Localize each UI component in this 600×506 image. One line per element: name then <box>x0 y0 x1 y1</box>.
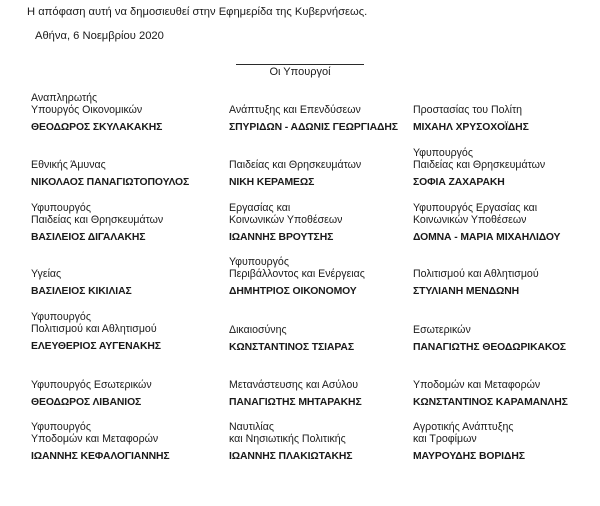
minister-role-line: Υπουργός Οικονομικών <box>31 104 143 116</box>
minister-name: ΣΠΥΡΙΔΩΝ - ΑΔΩΝΙΣ ΓΕΩΡΓΙΑΔΗΣ <box>229 122 398 133</box>
place-and-date: Αθήνα, 6 Νοεμβρίου 2020 <box>35 30 164 42</box>
minister-name: ΒΑΣΙΛΕΙΟΣ ΔΙΓΑΛΑΚΗΣ <box>31 232 146 243</box>
minister-role-line: Υφυπουργός <box>31 421 91 433</box>
minister-name: ΙΩΑΝΝΗΣ ΠΛΑΚΙΩΤΑΚΗΣ <box>229 451 353 462</box>
minister-role-line: Υφυπουργός Εσωτερικών <box>31 379 152 391</box>
signature-block <box>31 268 211 298</box>
minister-role-line: Κοινωνικών Υποθέσεων <box>229 214 343 226</box>
minister-role-line: Εργασίας και <box>229 202 291 214</box>
minister-name: ΕΛΕΥΘΕΡΙΟΣ ΑΥΓΕΝΑΚΗΣ <box>31 341 161 352</box>
signature-block <box>31 159 211 189</box>
minister-role-line: Περιβάλλοντος και Ενέργειας <box>229 268 365 280</box>
signature-block <box>31 92 211 134</box>
signature-block <box>229 104 409 134</box>
minister-role-line: Προστασίας του Πολίτη <box>413 104 523 116</box>
minister-name: ΣΟΦΙΑ ΖΑΧΑΡΑΚΗ <box>413 177 505 188</box>
minister-role-line: Ναυτιλίας <box>229 421 274 433</box>
signature-block <box>413 379 593 409</box>
minister-role-line: Υποδομών και Μεταφορών <box>31 433 159 445</box>
minister-role-line: και Τροφίμων <box>413 433 477 445</box>
minister-role-line: Πολιτισμού και Αθλητισμού <box>413 268 539 280</box>
minister-role-line: Εθνικής Άμυνας <box>31 159 106 171</box>
minister-name: ΙΩΑΝΝΗΣ ΒΡΟΥΤΣΗΣ <box>229 232 334 243</box>
signature-block <box>413 421 593 463</box>
minister-name: ΔΟΜΝΑ - ΜΑΡΙΑ ΜΙΧΑΗΛΙΔΟΥ <box>413 232 561 243</box>
minister-role-line: Υποδομών και Μεταφορών <box>413 379 541 391</box>
signature-block <box>31 202 211 244</box>
signature-block <box>229 159 409 189</box>
minister-name: ΠΑΝΑΓΙΩΤΗΣ ΜΗΤΑΡΑΚΗΣ <box>229 397 362 408</box>
minister-role-line: Υφυπουργός <box>413 147 473 159</box>
minister-name: ΘΕΟΔΩΡΟΣ ΛΙΒΑΝΙΟΣ <box>31 397 142 408</box>
minister-role-line: Παιδείας και Θρησκευμάτων <box>31 214 164 226</box>
minister-name: ΒΑΣΙΛΕΙΟΣ ΚΙΚΙΛΙΑΣ <box>31 286 132 297</box>
signature-block <box>229 379 409 409</box>
minister-role-line: Υφυπουργός <box>31 202 91 214</box>
signature-block <box>229 324 409 354</box>
decision-publication-text: Η απόφαση αυτή να δημοσιευθεί στην Εφημερίδα της Κυβερνήσεως. <box>27 6 368 18</box>
minister-role-line: Υφυπουργός <box>229 256 289 268</box>
minister-name: ΣΤΥΛΙΑΝΗ ΜΕΝΔΩΝΗ <box>413 286 520 297</box>
signature-block <box>413 324 593 354</box>
minister-name: ΝΙΚΟΛΑΟΣ ΠΑΝΑΓΙΩΤΟΠΟΥΛΟΣ <box>31 177 190 188</box>
signature-block <box>229 421 409 463</box>
minister-name: ΝΙΚΗ ΚΕΡΑΜΕΩΣ <box>229 177 315 188</box>
signature-block <box>413 104 593 134</box>
minister-role-line: Παιδείας και Θρησκευμάτων <box>413 159 546 171</box>
signature-block <box>31 421 211 463</box>
minister-role-line: Εσωτερικών <box>413 324 471 336</box>
minister-role-line: Πολιτισμού και Αθλητισμού <box>31 323 157 335</box>
ministers-heading: Οι Υπουργοί <box>236 64 364 78</box>
minister-role-line: Μετανάστευσης και Ασύλου <box>229 379 359 391</box>
minister-name: ΜΙΧΑΗΛ ΧΡΥΣΟΧΟΪΔΗΣ <box>413 122 529 133</box>
signature-block <box>413 147 593 189</box>
minister-role-line: Αγροτικής Ανάπτυξης <box>413 421 514 433</box>
minister-name: ΜΑΥΡΟΥΔΗΣ ΒΟΡΙΔΗΣ <box>413 451 525 462</box>
minister-name: ΚΩΝΣΤΑΝΤΙΝΟΣ ΚΑΡΑΜΑΝΛΗΣ <box>413 397 568 408</box>
signature-block <box>229 256 409 298</box>
signature-block <box>31 379 211 409</box>
minister-role-line: Υφυπουργός Εργασίας και <box>413 202 538 214</box>
minister-role-line: Αναπληρωτής <box>31 92 98 104</box>
minister-role-line: Παιδείας και Θρησκευμάτων <box>229 159 362 171</box>
minister-name: ΘΕΟΔΩΡΟΣ ΣΚΥΛΑΚΑΚΗΣ <box>31 122 163 133</box>
signature-block <box>413 268 593 298</box>
minister-role-line: Κοινωνικών Υποθέσεων <box>413 214 527 226</box>
minister-role-line: και Νησιωτικής Πολιτικής <box>229 433 346 445</box>
minister-name: ΠΑΝΑΓΙΩΤΗΣ ΘΕΟΔΩΡΙΚΑΚΟΣ <box>413 342 566 353</box>
signature-block <box>31 311 211 353</box>
minister-role-line: Υφυπουργός <box>31 311 91 323</box>
signature-block <box>229 202 409 244</box>
minister-role-line: Δικαιοσύνης <box>229 324 287 336</box>
minister-role-line: Υγείας <box>31 268 62 280</box>
minister-name: ΔΗΜΗΤΡΙΟΣ ΟΙΚΟΝΟΜΟΥ <box>229 286 357 297</box>
minister-role-line: Ανάπτυξης και Επενδύσεων <box>229 104 361 116</box>
minister-name: ΙΩΑΝΝΗΣ ΚΕΦΑΛΟΓΙΑΝΝΗΣ <box>31 451 170 462</box>
minister-name: ΚΩΝΣΤΑΝΤΙΝΟΣ ΤΣΙΑΡΑΣ <box>229 342 354 353</box>
signature-block <box>413 202 593 244</box>
